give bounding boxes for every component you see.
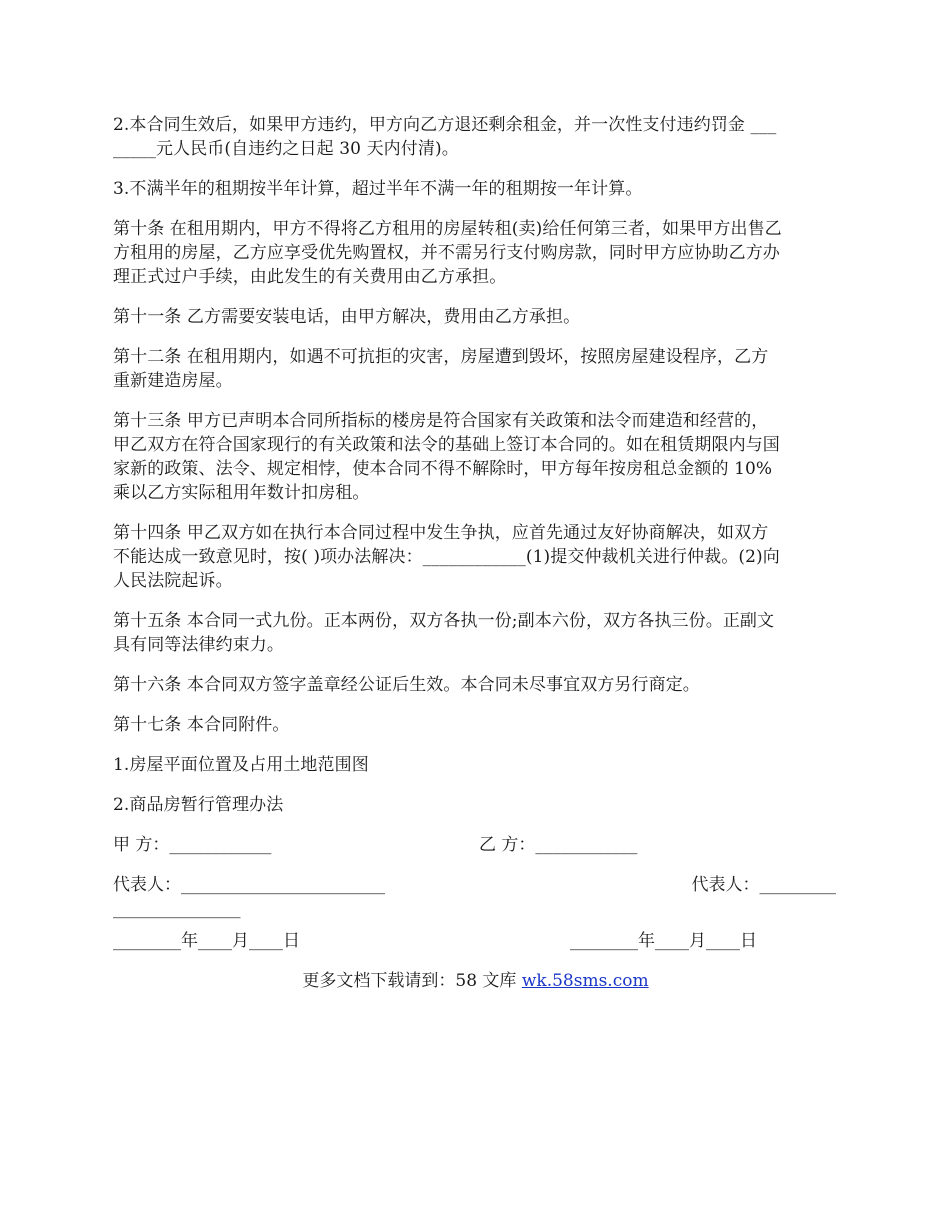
download-footer <box>113 969 838 993</box>
text-line: 第十三条 甲方已声明本合同所指标的楼房是符合国家有关政策和法令而建造和经营的， <box>113 411 769 431</box>
clause-penalty <box>113 113 838 161</box>
article-12 <box>113 345 838 393</box>
text-line: 家新的政策、法令、规定相悖，使本合同不得不解除时，甲方每年按房租总金额的 10% <box>113 459 773 479</box>
representative-row <box>113 873 838 921</box>
footer-link[interactable]: wk.58sms.com <box>521 971 649 991</box>
text-line: _____元人民币(自违约之日起 30 天内付清)。 <box>113 139 459 159</box>
date-row <box>113 929 838 953</box>
article-15 <box>113 609 838 657</box>
text-line: 方租用的房屋，乙方应享受优先购置权，并不需另行支付购房款，同时甲方应协助乙方办 <box>113 243 780 263</box>
date-a: ________年____月____日 <box>113 931 300 951</box>
text-line: 乘以乙方实际租用年数计扣房租。 <box>113 483 370 503</box>
article-11 <box>113 305 838 329</box>
clause-lease-period <box>113 177 838 201</box>
text-line: 第十一条 乙方需要安装电话，由甲方解决，费用由乙方承担。 <box>113 307 581 327</box>
text-line: 不能达成一致意见时，按( )项办法解决：____________(1)提交仲裁机关进行仲裁。(2)向 <box>113 547 780 567</box>
article-10 <box>113 217 838 289</box>
representative-b-continued: _______________ <box>113 899 241 919</box>
text-line: 具有同等法律约束力。 <box>113 635 284 655</box>
text-line: 3.不满半年的租期按半年计算，超过半年不满一年的租期按一年计算。 <box>113 179 643 199</box>
representative-b: 代表人：_________ <box>691 875 836 895</box>
text-line: 2.商品房暂行管理办法 <box>113 795 284 815</box>
party-b-signature: 乙 方：____________ <box>479 835 638 855</box>
attachment-1 <box>113 753 838 777</box>
text-line: 第十二条 在租用期内，如遇不可抗拒的灾害，房屋遭到毁坏，按照房屋建设程序，乙方 <box>113 347 769 367</box>
text-line: 理正式过户手续，由此发生的有关费用由乙方承担。 <box>113 267 507 287</box>
article-13 <box>113 409 838 505</box>
footer-text: 更多文档下载请到：58 文库 <box>302 971 522 991</box>
text-line: 2.本合同生效后，如果甲方违约，甲方向乙方退还剩余租金，并一次性支付违约罚金 ___ <box>113 115 777 135</box>
text-line: 第十五条 本合同一式九份。正本两份，双方各执一份;副本六份，双方各执三份。正副文 <box>113 611 775 631</box>
document-page <box>113 113 838 993</box>
text-line: 重新建造房屋。 <box>113 371 233 391</box>
article-14 <box>113 521 838 593</box>
text-line: 1.房屋平面位置及占用土地范围图 <box>113 755 369 775</box>
date-b: ________年____月____日 <box>570 931 757 951</box>
text-line: 人民法院起诉。 <box>113 571 233 591</box>
party-a-signature: 甲 方：____________ <box>113 835 272 855</box>
text-line: 第十六条 本合同双方签字盖章经公证后生效。本合同未尽事宜双方另行商定。 <box>113 675 700 695</box>
text-line: 甲乙双方在符合国家现行的有关政策和法令的基础上签订本合同的。如在租赁期限内与国 <box>113 435 780 455</box>
text-line: 第十四条 甲乙双方如在执行本合同过程中发生争执，应首先通过友好协商解决，如双方 <box>113 523 769 543</box>
attachment-2 <box>113 793 838 817</box>
party-signature-row <box>113 833 838 857</box>
representative-a: 代表人：________________________ <box>113 875 385 895</box>
text-line: 第十条 在租用期内，甲方不得将乙方租用的房屋转租(卖)给任何第三者，如果甲方出售乙 <box>113 219 782 239</box>
text-line: 第十七条 本合同附件。 <box>113 715 290 735</box>
article-17 <box>113 713 838 737</box>
article-16 <box>113 673 838 697</box>
